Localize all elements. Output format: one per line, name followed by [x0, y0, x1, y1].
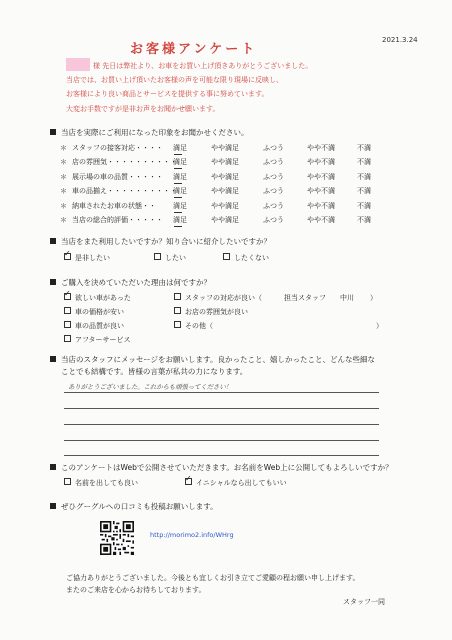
q2-option-want[interactable] [154, 253, 186, 263]
square-bullet-icon [50, 129, 56, 135]
asterisk-icon: ＊ [60, 187, 67, 196]
asterisk-icon: ＊ [60, 144, 67, 152]
square-bullet-icon [50, 503, 56, 509]
option-label: 車の価格が安い [75, 308, 124, 316]
asterisk-icon: ＊ [60, 215, 67, 224]
option-satisfied[interactable]: 満足 [173, 172, 187, 181]
q3-option[interactable] [64, 321, 124, 331]
option-neutral[interactable]: ふつう [263, 201, 284, 210]
message-line [64, 455, 379, 456]
q5-heading [50, 462, 393, 473]
rating-row-label: 店の雰囲気・・・・・・・・・・ [72, 158, 177, 167]
page-title: お客様アンケート [130, 42, 258, 57]
square-bullet-icon [50, 238, 56, 244]
closing-line: またのご来店を心からお待ちしております。 [66, 585, 206, 594]
q3-option[interactable] [64, 307, 124, 317]
option-somewhat-satisfied[interactable]: やや満足 [211, 144, 239, 152]
checkbox-icon[interactable] [64, 478, 71, 485]
selection-mark [174, 168, 182, 169]
checkbox-icon[interactable] [154, 253, 161, 260]
checkbox-icon[interactable] [64, 307, 71, 314]
q3-option[interactable] [174, 321, 213, 331]
checkbox-checked-icon[interactable] [185, 478, 192, 485]
option-somewhat-dissatisfied[interactable]: やや不満 [307, 201, 335, 210]
message-line [64, 424, 379, 425]
q3-option[interactable] [174, 307, 248, 317]
option-somewhat-satisfied[interactable]: やや満足 [211, 158, 239, 167]
square-bullet-icon [50, 279, 56, 285]
square-bullet-icon [50, 356, 56, 362]
q2-heading [50, 236, 271, 247]
option-dissatisfied[interactable]: 不満 [357, 158, 371, 167]
selection-mark [174, 212, 182, 213]
option-label: したくない [234, 254, 269, 262]
checkbox-icon[interactable] [174, 321, 181, 328]
intro-text [66, 59, 312, 116]
survey-date: 2021.3.24 [382, 36, 418, 44]
option-satisfied[interactable]: 満足 [173, 144, 187, 152]
option-satisfied[interactable]: 満足 [173, 215, 187, 224]
option-satisfied[interactable]: 満足 [173, 187, 187, 196]
q4-heading [50, 354, 375, 365]
review-link[interactable]: http://morimo2.info/WHrg [150, 531, 234, 539]
option-somewhat-dissatisfied[interactable]: やや不満 [307, 144, 335, 152]
rating-grid [60, 142, 390, 228]
option-somewhat-dissatisfied[interactable]: やや不満 [307, 215, 335, 224]
option-label: イニシャルなら出してもいい [196, 479, 287, 487]
intro-line: 当店では、お買い上げ頂いたお客様の声を可能な限り現場に反映し、 [66, 76, 283, 85]
q4-title: 当店のスタッフにメッセージをお願いします。良かったこと、嬉しかったこと、どんな些細な [61, 355, 375, 364]
option-somewhat-dissatisfied[interactable]: やや不満 [307, 172, 335, 181]
q3-option[interactable] [64, 335, 131, 345]
option-label: その他（ [185, 322, 213, 330]
q5-option[interactable] [64, 478, 138, 488]
qr-code-icon[interactable] [100, 521, 134, 555]
q2-title: 当店をまた利用したいですか？知り合いに紹介したいですか？ [61, 237, 271, 246]
handwritten-message[interactable]: ありがとうございました。これからも頑張ってください！ [68, 383, 232, 391]
rating-row [60, 171, 390, 185]
option-label: 是非したい [75, 254, 110, 262]
close-paren: ） [376, 322, 383, 330]
square-bullet-icon [50, 464, 56, 470]
option-somewhat-dissatisfied[interactable]: やや不満 [307, 158, 335, 167]
selection-mark [174, 154, 182, 155]
option-label: 車の品質が良い [75, 322, 124, 330]
staff-signature: スタッフ一同 [343, 598, 385, 606]
selection-mark [174, 226, 182, 227]
rating-row-label: 車の品揃え・・・・・・・・・・ [72, 187, 177, 196]
intro-line: 大変お手数ですが是非お声をお聞かせ願います。 [66, 104, 220, 113]
checkbox-icon[interactable] [64, 335, 71, 342]
checkbox-icon[interactable] [64, 321, 71, 328]
rating-row-label: 納車されたお車の状態・・ [72, 201, 156, 210]
close-paren: ） [370, 294, 377, 302]
option-somewhat-satisfied[interactable]: やや満足 [211, 215, 239, 224]
option-somewhat-satisfied[interactable]: やや満足 [211, 172, 239, 181]
option-satisfied[interactable]: 満足 [173, 158, 187, 167]
option-label: 名前を出しても良い [75, 479, 138, 487]
staff-label: 担当スタッフ [284, 294, 326, 302]
q3-option[interactable] [64, 293, 131, 303]
message-line [64, 392, 379, 393]
q4-title-cont: ことでも結構です。皆様の言葉が私共の力になります。 [61, 367, 248, 376]
option-dissatisfied[interactable]: 不満 [357, 144, 371, 152]
q2-option-yes[interactable] [64, 253, 110, 263]
option-dissatisfied[interactable]: 不満 [357, 187, 371, 196]
q2-option-no[interactable] [223, 253, 269, 263]
rating-row [60, 156, 390, 170]
option-neutral[interactable]: ふつう [263, 187, 284, 196]
checkbox-icon[interactable] [174, 293, 181, 300]
q3-heading [50, 277, 211, 288]
q1-heading [50, 127, 249, 138]
rating-row [60, 185, 390, 199]
selection-mark [174, 183, 182, 184]
q1-title: 当店を実際にご利用になった印象をお聞かせください。 [61, 128, 249, 137]
q6-heading [50, 501, 218, 512]
rating-row [60, 214, 390, 228]
rating-row [60, 200, 390, 214]
intro-line: 様 先日は弊社より、お車をお買い上げ頂きありがとうございました。 [93, 62, 313, 70]
checkbox-checked-icon[interactable] [64, 253, 71, 260]
option-dissatisfied[interactable]: 不満 [357, 172, 371, 181]
rating-row-label: 展示場の車の品質・・・・・ [72, 172, 163, 181]
option-somewhat-satisfied[interactable]: やや満足 [211, 201, 239, 210]
q3-option[interactable] [174, 293, 262, 303]
selection-mark [174, 197, 182, 198]
option-dissatisfied[interactable]: 不満 [357, 201, 371, 210]
intro-line: お客様により良い商品とサービスを提供する事に努めています。 [66, 90, 269, 99]
option-somewhat-dissatisfied[interactable]: やや不満 [307, 187, 335, 196]
option-label: スタッフの対応が良い（ [185, 294, 262, 302]
asterisk-icon: ＊ [60, 201, 67, 210]
staff-name: 中川 [340, 294, 354, 302]
rating-row [60, 142, 390, 156]
option-neutral[interactable]: ふつう [263, 158, 284, 167]
checkbox-icon[interactable] [223, 253, 230, 260]
asterisk-icon: ＊ [60, 158, 67, 167]
rating-row-label: 当店の総合的評価・・・・・ [72, 215, 163, 224]
option-dissatisfied[interactable]: 不満 [357, 215, 371, 224]
q5-title: このアンケートはWebで公開させていただきます。お名前をWeb上に公開してもよろしいですか？ [61, 463, 393, 472]
option-neutral[interactable]: ふつう [263, 144, 284, 152]
asterisk-icon: ＊ [60, 172, 67, 181]
closing-line: ご協力ありがとうございました。今後とも宜しくお引き立てご愛顧の程お願い申し上げます。 [66, 574, 360, 582]
q3-title: ご購入を決めていただいた理由は何ですか？ [61, 278, 211, 287]
message-line [64, 408, 379, 409]
option-label: したい [165, 254, 186, 262]
message-line [64, 440, 379, 441]
closing-message [66, 573, 359, 596]
option-satisfied[interactable]: 満足 [173, 201, 187, 210]
q6-title: ぜひグーグルへの口コミも投稿お願いします。 [61, 502, 218, 511]
option-neutral[interactable]: ふつう [263, 172, 284, 181]
rating-row-label: スタッフの接客対応・・・・ [72, 144, 163, 152]
q5-option[interactable] [185, 478, 287, 488]
checkbox-icon[interactable] [174, 307, 181, 314]
option-somewhat-satisfied[interactable]: やや満足 [211, 187, 239, 196]
option-label: アフターサービス [75, 336, 131, 344]
option-neutral[interactable]: ふつう [263, 215, 284, 224]
checkbox-checked-icon[interactable] [64, 293, 71, 300]
option-label: 欲しい車があった [75, 294, 131, 302]
option-label: お店の雰囲気が良い [185, 308, 248, 316]
